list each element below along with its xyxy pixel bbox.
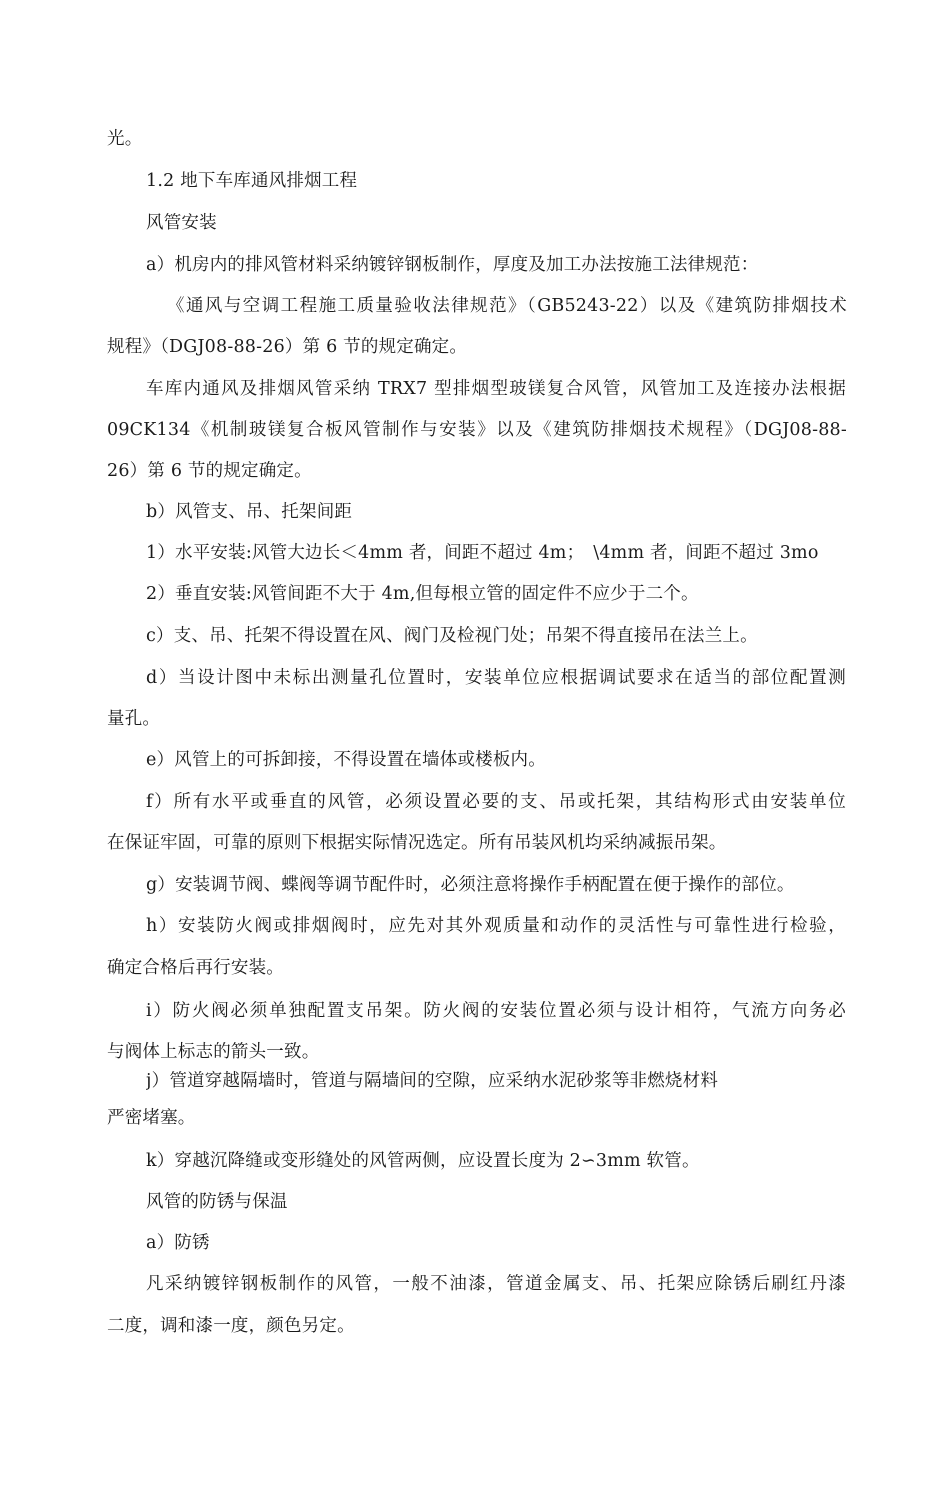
text-line: 量孔。 [107, 709, 161, 729]
text-line: 1）水平安装:风管大边长＜4mm 者，间距不超过 4m； \4mm 者，间距不超过 3mo [146, 543, 819, 563]
text-line: j）管道穿越隔墙时，管道与隔墙间的空隙，应采纳水泥砂浆等非燃烧材料 [146, 1071, 719, 1091]
text-line: a）防锈 [146, 1233, 210, 1253]
text-line: 严密堵塞。 [107, 1108, 196, 1128]
text-line: a）机房内的排风管材料采纳镀锌钢板制作，厚度及加工办法按施工法律规范： [146, 255, 759, 275]
text-line: c）支、吊、托架不得设置在风、阀门及检视门处；吊架不得直接吊在法兰上。 [146, 626, 758, 646]
text-line: 在保证牢固，可靠的原则下根据实际情况选定。所有吊装风机均采纳减振吊架。 [107, 833, 727, 853]
subsection-heading: 风管的防锈与保温 [146, 1192, 288, 1212]
text-line: b）风管支、吊、托架间距 [146, 502, 353, 522]
text-line: 与阀体上标志的箭头一致。 [107, 1042, 320, 1062]
text-line: k）穿越沉降缝或变形缝处的风管两侧，应设置长度为 2∽3mm 软管。 [146, 1151, 700, 1171]
text-line: g）安装调节阀、蝶阀等调节配件时，必须注意将操作手柄配置在便于操作的部位。 [146, 875, 795, 895]
text-line: f）所有水平或垂直的风管，必须设置必要的支、吊或托架，其结构形式由安装单位 [146, 792, 846, 812]
subsection-heading: 风管安装 [146, 213, 217, 233]
text-line: 光。 [107, 129, 143, 149]
text-line: e）风管上的可拆卸接，不得设置在墙体或楼板内。 [146, 750, 546, 770]
text-line: d）当设计图中未标出测量孔位置时，安装单位应根据调试要求在适当的部位配置测 [146, 668, 846, 688]
text-line: 确定合格后再行安装。 [107, 958, 284, 978]
text-line: i）防火阀必须单独配置支吊架。防火阀的安装位置必须与设计相符，气流方向务必 [146, 1001, 846, 1021]
text-line: h）安装防火阀或排烟阀时，应先对其外观质量和动作的灵活性与可靠性进行检验， [146, 916, 846, 936]
text-line: 规程》（DGJ08-88-26）第 6 节的规定确定。 [107, 337, 468, 357]
text-line: 二度，调和漆一度，颜色另定。 [107, 1316, 355, 1336]
text-line: 凡采纳镀锌钢板制作的风管，一般不油漆，管道金属支、吊、托架应除锈后刷红丹漆 [146, 1274, 846, 1294]
text-line: 《通风与空调工程施工质量验收法律规范》（GB5243-22）以及《建筑防排烟技术 [167, 296, 847, 316]
text-line: 26）第 6 节的规定确定。 [107, 461, 312, 481]
text-line: 09CK134《机制玻镁复合板风管制作与安装》以及《建筑防排烟技术规程》（DGJ08-88- [107, 420, 847, 440]
text-line: 车库内通风及排烟风管采纳 TRX7 型排烟型玻镁复合风管，风管加工及连接办法根据 [146, 379, 846, 399]
section-heading: 1.2 地下车库通风排烟工程 [146, 171, 358, 191]
text-line: 2）垂直安装:风管间距不大于 4m,但每根立管的固定件不应少于二个。 [146, 584, 699, 604]
